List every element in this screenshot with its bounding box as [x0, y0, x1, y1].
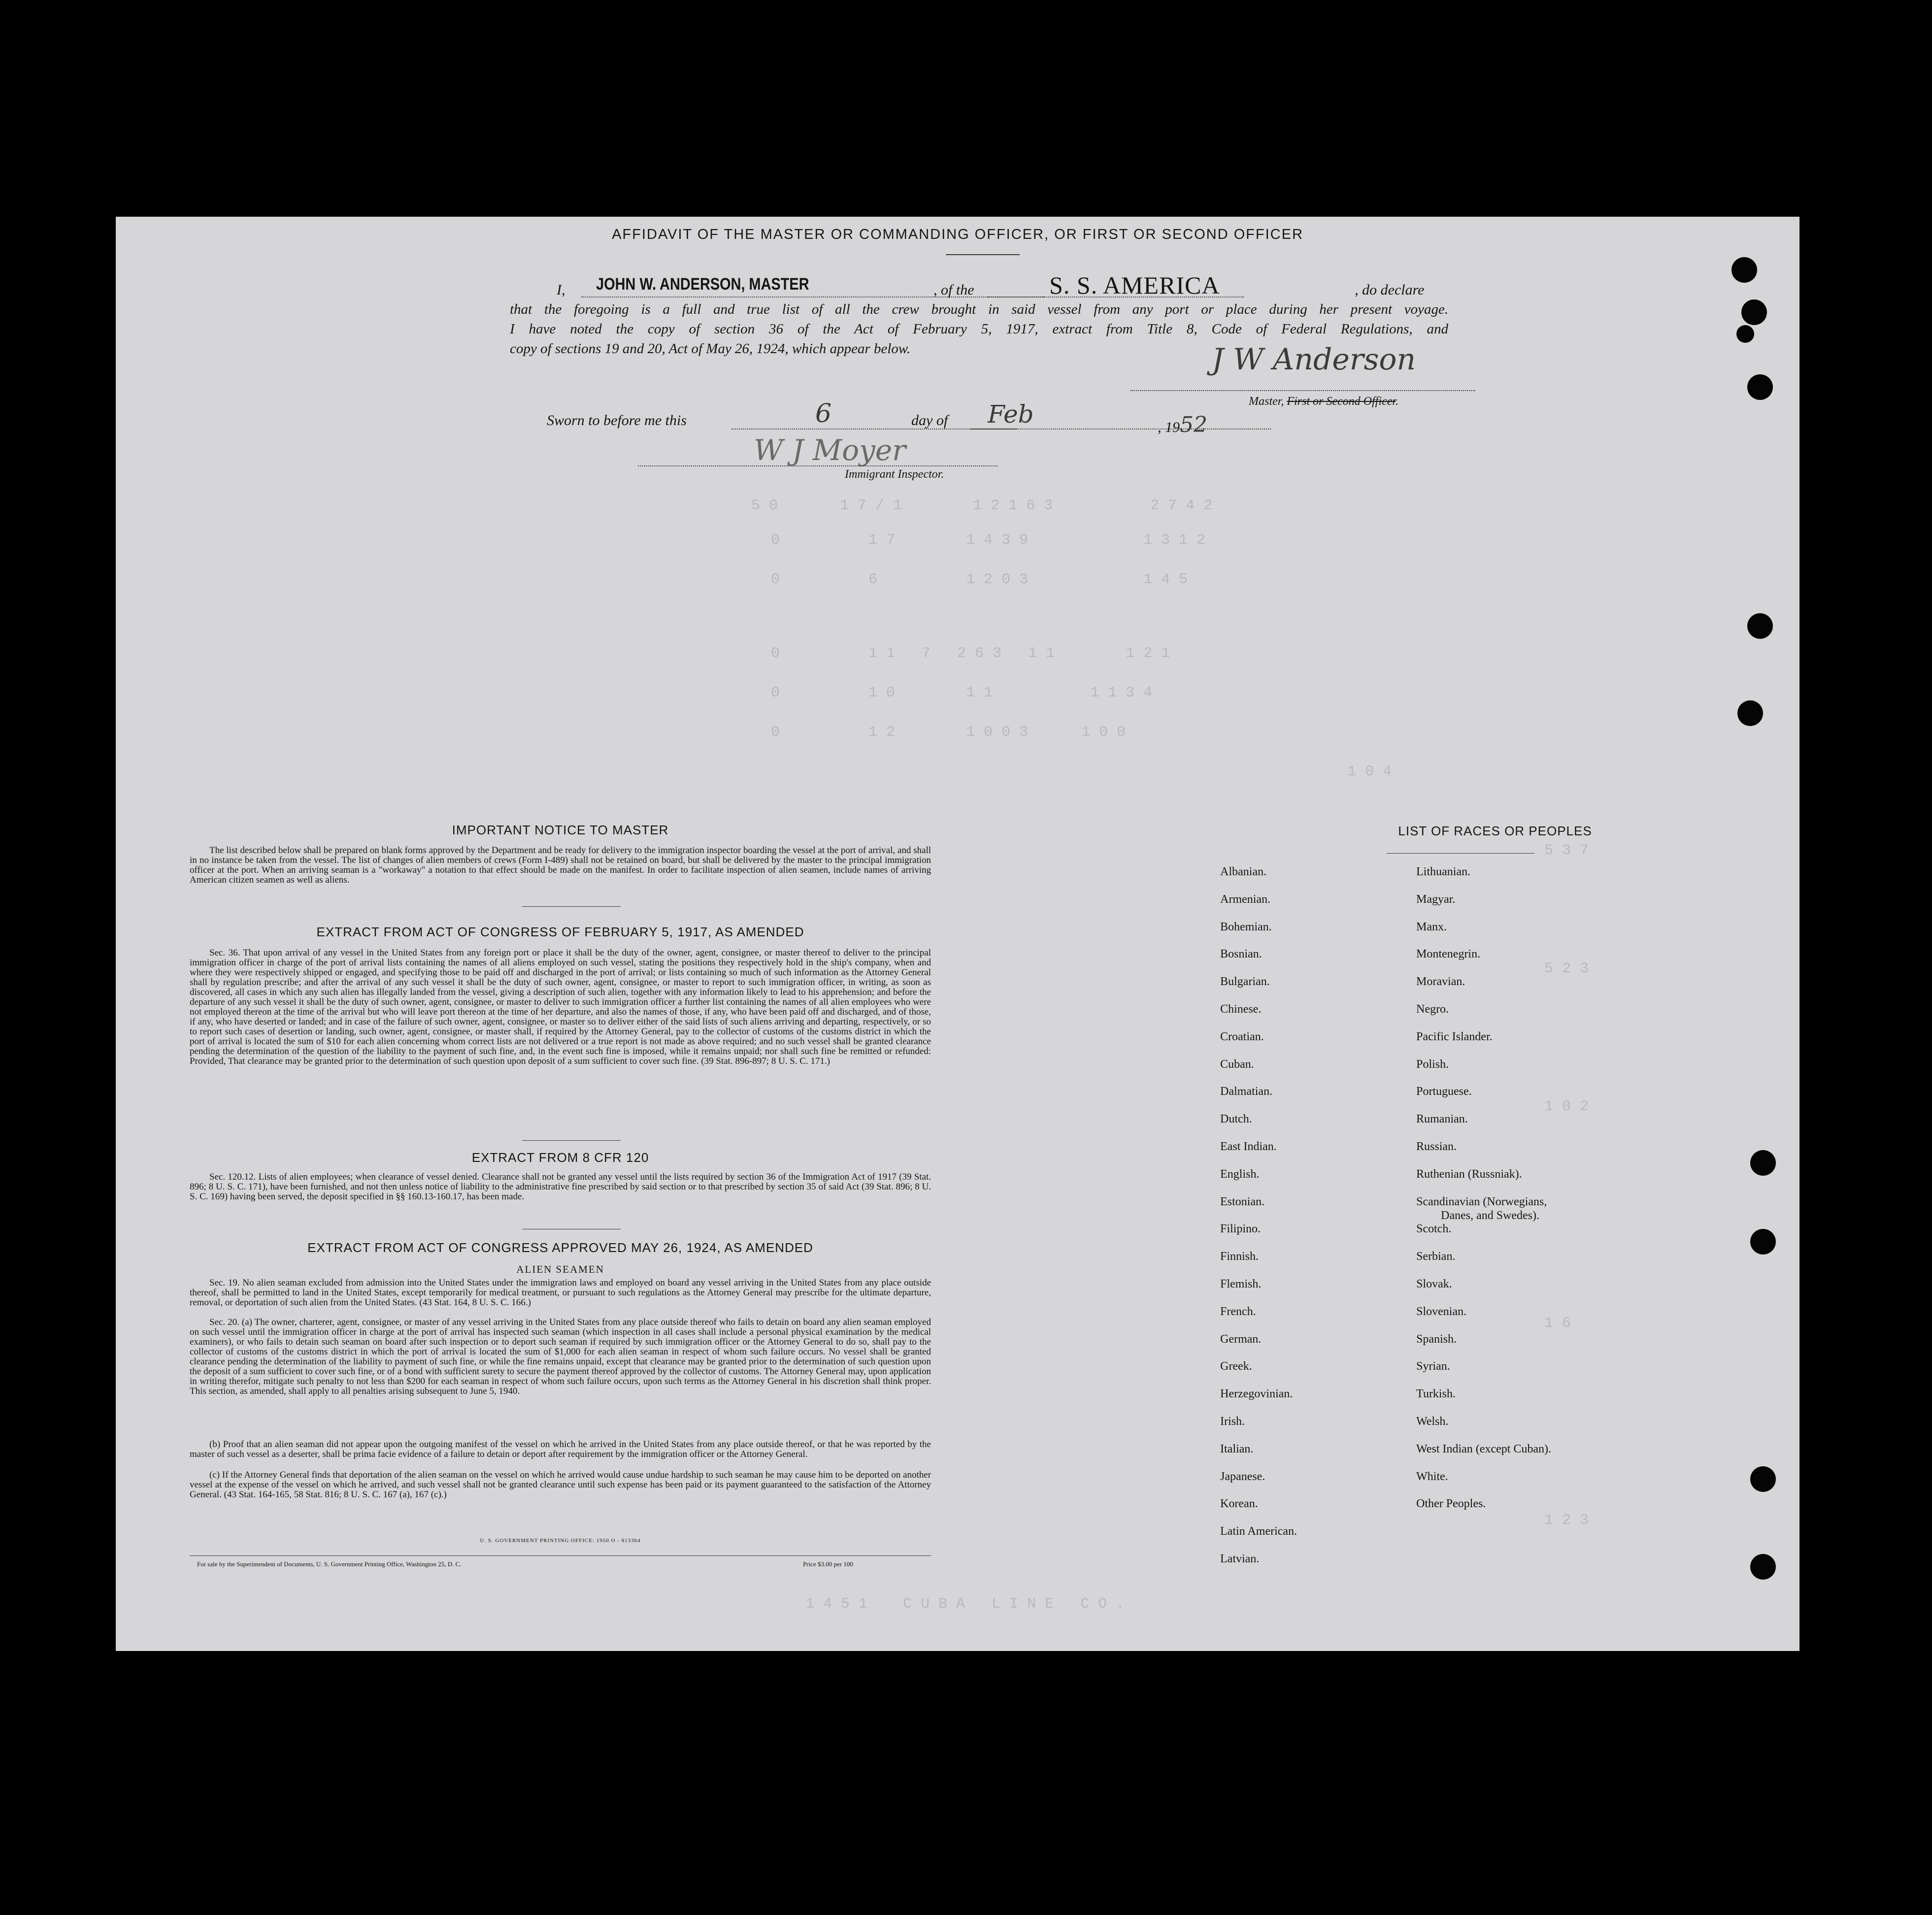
race-item: Herzegovinian. — [1220, 1387, 1293, 1400]
extract-1917-title: EXTRACT FROM ACT OF CONGRESS OF FEBRUARY 5, 1917, AS AMENDED — [316, 924, 804, 939]
extract-1924-title: EXTRACT FROM ACT OF CONGRESS APPROVED MAY 26, 1924, AS AMENDED — [307, 1240, 813, 1255]
race-item: Latvian. — [1220, 1552, 1260, 1565]
race-item: Magyar. — [1416, 893, 1456, 906]
divider — [522, 1140, 621, 1141]
race-item: Montenegrin. — [1416, 948, 1480, 960]
punch-hole — [1732, 257, 1757, 283]
signer-title-suffix: . — [1395, 395, 1399, 408]
punch-hole — [1741, 299, 1767, 325]
divider — [522, 906, 621, 907]
do-declare-label: , do declare — [1355, 282, 1425, 298]
race-item: Pacific Islander. — [1416, 1030, 1493, 1043]
year-prefix: , 19 — [1158, 419, 1180, 435]
notice-text: The list described below shall be prepared on blank forms approved by the Department and be ready for delivery to the immigration inspector boarding the vessel at the port of arrival, and shall in no instance be taken from the vessel. The list of changes of alien members of crews (Form I-489) shall not be retained on board, but shall be delivered by the master to the principal immigration officer at the port. When an arriving seaman is a "workaway" a notation to that effect should be made on the manifest. In order to facilitate inspection of alien seamen, include names of arriving American citizen seamen as well as aliens. — [190, 845, 931, 885]
race-item: Scandinavian (Norwegians, — [1416, 1195, 1547, 1208]
race-item: Italian. — [1220, 1443, 1254, 1455]
race-item: Croatian. — [1220, 1030, 1264, 1043]
race-item: Dalmatian. — [1220, 1085, 1272, 1098]
race-item: Serbian. — [1416, 1250, 1456, 1263]
extract-1924-sec20b: (b) Proof that an alien seaman did not appear upon the outgoing manifest of the vessel on which he arrived in the United States from any place outside thereof, or that he was reported by the master of such vessel as a deserter, shall be prima facie evidence of a failure to detain or deport after requirement by the immigration officer or the Attorney General. — [190, 1439, 931, 1459]
race-item: Lithuanian. — [1416, 865, 1470, 878]
race-item: German. — [1220, 1333, 1262, 1346]
affidavit-body-line2: I have noted the copy of section 36 of the Act of February 5, 1917, extract from Title 8, Code of Federal Regulations, and — [510, 321, 1448, 337]
race-item: Turkish. — [1416, 1387, 1456, 1400]
extract-1924-subtitle: ALIEN SEAMEN — [516, 1263, 604, 1275]
race-item: Filipino. — [1220, 1222, 1261, 1235]
extract-1924-sec19: Sec. 19. No alien seaman excluded from admission into the United States under the immigration laws and employed on board any vessel arriving in the United States from any place outside thereof, shall be permitted to land in the United States, except temporarily for medical treatment, or pursuant to such regulations as the Attorney General may prescribe for the ultimate departure, removal, or deportation of such alien from the United States. (43 Stat. 164, 8 U. S. C. 166.) — [190, 1278, 931, 1308]
divider — [946, 254, 1020, 255]
race-item: Japanese. — [1220, 1470, 1266, 1483]
footer-rule — [190, 1555, 931, 1556]
day-of-label: day of — [911, 412, 948, 429]
inspector-signature: W J Moyer — [754, 433, 906, 467]
race-item: Scotch. — [1416, 1222, 1452, 1235]
race-item: Portuguese. — [1416, 1085, 1472, 1098]
extract-1917-text: Sec. 36. That upon arrival of any vessel in the United States from any foreign port or place it shall be the duty of the owner, agent, consignee, or master thereof to deliver to the principal immigration officer in charge of the port of arrival lists containing the names of all aliens employed on such vessel, stating the positions they respectively hold in the ship's company, when and where they were respectively shipped or engaged, and specifying those to be paid off and discharged in the port of arrival; or lists containing so much of such information as the Attorney General shall by regulation prescribe; and after the arrival of any such vessel it shall be the duty of such owner, agent, consignee, or master to report to such immigration officer, in writing, as soon as discovered, all cases in which any such alien has illegally landed from the vessel, giving a description of such alien, together with any information likely to lead to his apprehension; and before the departure of any such vessel it shall be the duty of such owner, agent, consignee, or master to deliver to such immigration officer a further list containing the names of all alien employees who were not employed thereon at the time of the arrival but who will leave port thereon at the time of her departure, and also the names of those, if any, who have been paid off and discharged, and of those, if any, who have deserted or landed; and in case of the failure of such owner, agent, consignee, or master so to deliver either of the said lists of such aliens arriving and departing, respectively, or so to report such cases of desertion or landing, such owner, agent, consignee, or master shall, if required by the Attorney General, pay to the collector of customs of the customs district in which the port of arrival is located the sum of $10 for each alien concerning whom correct lists are not delivered or a true report is not made as above required; and no such vessel shall be granted clearance pending the determination of the question of the liability to the payment of such fine, and, in the event such fine is imposed, while it remains unpaid; nor shall such fine be remitted or refunded: Provided, That clearance may be granted prior to the determination of such question upon deposit of a sum sufficient to cover such fine. (39 Stat. 896-897; 8 U. S. C. 171.) — [190, 948, 931, 1066]
signer-title-prefix: Master, — [1249, 395, 1287, 408]
of-the-label: , of the — [933, 282, 974, 298]
punch-hole — [1736, 325, 1754, 343]
extract-cfr-title: EXTRACT FROM 8 CFR 120 — [471, 1150, 649, 1165]
year-suffix: 52 — [1180, 412, 1207, 437]
race-item: Slovak. — [1416, 1278, 1452, 1290]
race-item: Bohemian. — [1220, 921, 1272, 933]
race-item: Syrian. — [1416, 1360, 1450, 1373]
for-sale-note: For sale by the Superintendent of Documents, U. S. Government Printing Office, Washington 25, D. C. — [197, 1560, 462, 1568]
race-item: Albanian. — [1220, 865, 1266, 878]
race-item: English. — [1220, 1168, 1260, 1181]
extract-cfr-text: Sec. 120.12. Lists of alien employees; when clearance of vessel denied. Clearance shall not be granted any vessel until the lists required by section 36 of the Immigration Act of 1917 (39 Stat. 896; 8 U. S. C. 171), have been furnished, and not then unless notice of liability to the administrative fine prescribed by said section or to that prescribed by section 35 of said Act (39 Stat. 896; 8 U. S. C. 169) having been served, the deposit specified in §§ 160.13-160.17, has been made. — [190, 1172, 931, 1202]
race-item: Moravian. — [1416, 975, 1466, 988]
signature-line — [1131, 390, 1475, 391]
punch-hole — [1750, 1554, 1776, 1580]
sworn-label: Sworn to before me this — [547, 412, 687, 429]
punch-hole — [1750, 1150, 1776, 1176]
race-item: French. — [1220, 1305, 1256, 1318]
i-label: I, — [557, 282, 566, 298]
race-item: Korean. — [1220, 1497, 1258, 1510]
inspector-line — [638, 465, 998, 466]
race-item: Irish. — [1220, 1415, 1245, 1428]
race-item: Chinese. — [1220, 1003, 1262, 1016]
race-item: Latin American. — [1220, 1525, 1297, 1538]
race-item: West Indian (except Cuban). — [1416, 1443, 1551, 1455]
divider — [1387, 853, 1534, 854]
price-note: Price $3.00 per 100 — [803, 1560, 853, 1568]
punch-hole — [1750, 1229, 1776, 1255]
sworn-day: 6 — [815, 399, 832, 429]
race-item: Bulgarian. — [1220, 975, 1270, 988]
inspector-label: Immigrant Inspector. — [845, 468, 944, 481]
race-item: East Indian. — [1220, 1140, 1277, 1153]
race-item: Negro. — [1416, 1003, 1449, 1016]
affidavit-body-line1: that the foregoing is a full and true list of all the crew brought in said vessel from any port or place during her present voyage. — [510, 301, 1448, 317]
race-item: Spanish. — [1416, 1333, 1457, 1346]
race-item: White. — [1416, 1470, 1448, 1483]
signer-title-struck: First or Second Officer — [1287, 395, 1396, 408]
extract-1924-sec20a: Sec. 20. (a) The owner, charterer, agent, consignee, or master of any vessel arriving in the United States from any place outside thereof who fails to detain on board any alien seaman employed on such vessel until the immigration officer in charge at the port of arrival has inspected such seaman (which inspection in all cases shall include a personal physical examination by the medical examiners), or who fails to detain such seaman on board after such inspection or to deport such seaman if required by such immigration officer or the Attorney General to do so, shall pay to the collector of customs of the customs district in which the port of arrival is located the sum of $1,000 for each alien seaman in respect of whom such failure occurs. No vessel shall be granted clearance pending the determination of the liability to payment of such fine, or while the fine remains unpaid, except that clearance may be granted prior to the determination of such question upon the deposit of a sum sufficient to cover such fine, or of a bond with sufficient surety to secure the payment thereof approved by the collector of customs. The Attorney General may, upon application in writing therefor, mitigate such penalty to not less than $200 for each seaman in respect of whom such failure occurs, upon such terms as the Attorney General in his discretion shall think proper. This section, as amended, shall apply to all penalties arising subsequent to June 5, 1940. — [190, 1317, 931, 1396]
master-signature: J W Anderson — [1212, 342, 1416, 377]
extract-1924-sec20c: (c) If the Attorney General finds that deportation of the alien seaman on the vessel on which he arrived would cause undue hardship to such seaman he may cause him to be deported on another vessel at the expense of the vessel on which he arrived, and such vessel shall not be granted clearance until such expense has been paid or its payment guaranteed to the satisfaction of the Attorney General. (43 Stat. 164-165, 58 Stat. 816; 8 U. S. C. 167 (a), 167 (c).) — [190, 1470, 931, 1500]
vessel-name: S. S. AMERICA — [1049, 271, 1220, 299]
race-item: Estonian. — [1220, 1195, 1265, 1208]
document-page: 5 0 1 7 / 1 1 2 1 6 3 2 7 4 2 0 1 7 1 4 3 9 1 3 1 2 0 6 1 2 0 3 1 4 5 0 1 1 7 2 6 3 1 1 1 2 1 0 1 0 1 1 1 1 3 4 0 1 2 1 0 0 3 1 0 0 1 0 4 5 3 7 5 2 3 1 0 2 1 6 1 2 3 1 4 5 1 C U B A L I N E C O . AFFIDAVIT OF THE MASTER OR COMMANDING OFFICER, OR FIRST OR SECOND OFFICER I, JOHN W. ANDERSON, MASTER , of the S. S. AMERICA , do declare that the foregoing is a full and true list of all the crew brought in said vessel from any port or place during her present voyage. I have noted the copy of section 36 of the Act of February 5, 1917, extract from Title 8, Code of Federal Regulations, and copy of sections 19 and 20, Act of May 26, 1924, which appear below. J W Anderson Master, First or Second Officer. Sworn to before me this 6 day of Feb , 1952 W J Moyer Immigrant Inspector. IMPORTANT NOTICE TO MASTER The list described below shall be prepared on blank forms approved by the Department and be ready for delivery to the immigration inspector boarding the vessel at the port of arrival, and shall in no instance be taken from the vessel. The list of changes of alien members of crews (Form I-489) shall not be retained on board, but shall be delivered by the master to the principal immigration officer at the port. When an arriving seaman is a "workaway" a notation to that effect should be made on the manifest. In order to facilitate inspection of alien seamen, include names of arriving American citizen seamen as well as aliens. EXTRACT FROM ACT OF CONGRESS OF FEBRUARY 5, 1917, AS AMENDED Sec. 36. That upon arrival of any vessel in the United States from any foreign port or place it shall be the duty of the owner, agent, consignee, or master thereof to deliver to the principal immigration officer in charge of the port of arrival lists containing the names of all aliens employed on such vessel, stating the positions they respectively hold in the ship's company, when and where they were respectively shipped or engaged, and specifying those to be paid off and discharged in the port of arrival; or lists containing so much of such information as the Attorney General shall by regulation prescribe; and after the arrival of any such vessel it shall be the duty of such owner, agent, consignee, or master to report to such immigration officer, in writing, as soon as discovered, all cases in which any such alien has illegally landed from the vessel, giving a description of such alien, together with any information likely to lead to his apprehension; and before the departure of any such vessel it shall be the duty of such owner, agent, consignee, or master to deliver to such immigration officer a further list containing the names of all alien employees who were not employed thereon at the time of the arrival but who will leave port thereon at the time of her departure, and also the names of those, if any, who have been paid off and discharged, and of those, if any, who have deserted or landed; and in case of the failure of such owner, agent, consignee, or master so to deliver either of the said lists of such aliens arriving and departing, respectively, or so to report such cases of desertion or landing, such owner, agent, consignee, or master shall, if required by the Attorney General, pay to the collector of customs of the customs district in which the port of arrival is located the sum of $10 for each alien concerning whom correct lists are not delivered or a true report is not made as above required; and no such vessel shall be granted clearance pending the determination of the question of the liability to the payment of such fine, and, in the event such fine is imposed, while it remains unpaid; nor shall such fine be remitted or refunded: Provided, That clearance may be granted prior to the determination of such question upon deposit of a sum sufficient to cover such fine. (39 Stat. 896-897; 8 U. S. C. 171.) EXTRACT FROM 8 CFR 120 Sec. 120.12. Lists of alien employees; when clearance of vessel denied. Clearance shall not be granted any vessel until the lists required by section 36 of the Immigration Act of 1917 (39 Stat. 896; 8 U. S. C. 171), have been furnished, and not then unless notice of liability to the administrative fine prescribed by said section or to that prescribed by section 35 of said Act (39 Stat. 896; 8 U. S. C. 169) having been served, the deposit specified in §§ 160.13-160.17, has been made. EXTRACT FROM ACT OF CONGRESS APPROVED MAY 26, 1924, AS AMENDED ALIEN SEAMEN Sec. 19. No alien seaman excluded from admission into the United States under the immigration laws and employed on board any vessel arriving in the United States from any place outside thereof, shall be permitted to land in the United States, except temporarily for medical treatment, or pursuant to such regulations as the Attorney General may prescribe for the ultimate departure, removal, or deportation of such alien from the United States. (43 Stat. 164, 8 U. S. C. 166.) Sec. 20. (a) The owner, charterer, agent, consignee, or master of any vessel arriving in the United States from any place outside thereof who fails to detain on board any alien seaman employed on such vessel until the immigration officer in charge at the port of arrival has inspected such seaman (which inspection in all cases shall include a personal physical examination by the medical examiners), or who fails to detain such seaman on board after such inspection or to deport such seaman if required by such immigration officer or the Attorney General to do so, shall pay to the collector of customs of the customs district in which the port of arrival is located the sum of $1,000 for each alien seaman in respect of whom such failure occurs. No vessel shall be granted clearance pending the determination of the liability to payment of such fine, or while the fine remains unpaid, except that clearance may be granted prior to the determination of such question upon the deposit of a sum sufficient to cover such fine, or of a bond with sufficient surety to secure the payment thereof approved by the collector of customs. The Attorney General may, upon application in writing therefor, mitigate such penalty to not less than $200 for each seaman in respect of whom such failure occurs, upon such terms as the Attorney General in his discretion shall think proper. This section, as amended, shall apply to all penalties arising subsequent to June 5, 1940. (b) Proof that an alien seaman did not appear upon the outgoing manifest of the vessel on which he arrived in the United States from any place outside thereof, or that he was reported by the master of such vessel as a deserter, shall be prima facie evidence of a failure to detain or deport after requirement by the immigration officer or the Attorney General. (c) If the Attorney General finds that deportation of the alien seaman on the vessel on which he arrived would cause undue hardship to such seaman he may cause him to be deported on another vessel at the expense of the vessel on which he arrived, and such vessel shall not be granted clearance until such expense has been paid or its payment guaranteed to the satisfaction of the Attorney General. (43 Stat. 164-165, 58 Stat. 816; 8 U. S. C. 167 (a), 167 (c).) U. S. GOVERNMENT PRINTING OFFICE: 1950 O - 813364 For sale by the Superintendent of Documents, U. S. Government Printing Office, Washington 25, D. C. Price $3.00 per 100 LIST OF RACES OR PEOPLES Albanian. Armenian. Bohemian. Bosnian. Bulgarian. Chinese. Croatian. Cuban. Dalmatian. Dutch. East Indian. English. Estonian. Filipino. Finnish. Flemish. French. German. Greek. Herzegovinian. Irish. Italian. Japanese. Korean. Latin American. Latvian. Lithuanian. Magyar. Manx. Montenegrin. Moravian. Negro. Pacific Islander. Polish. Portuguese. Rumanian. Russian. Ruthenian (Russniak). Scandinavian (Norwegians, Danes, and Swedes). Scotch. Serbian. Slovak. Slovenian. Spanish. Syrian. Turkish. Welsh. West Indian (except Cuban). White. Other Peoples. — [116, 217, 1799, 1651]
race-item: Armenian. — [1220, 893, 1270, 906]
race-item: Rumanian. — [1416, 1113, 1468, 1125]
sworn-month: Feb — [988, 400, 1034, 429]
race-item: Slovenian. — [1416, 1305, 1466, 1318]
punch-hole — [1737, 700, 1763, 726]
race-item: Dutch. — [1220, 1113, 1252, 1125]
punch-hole — [1750, 1466, 1776, 1492]
master-name: JOHN W. ANDERSON, MASTER — [596, 275, 809, 294]
printing-office: U. S. GOVERNMENT PRINTING OFFICE: 1950 O - 813364 — [480, 1538, 641, 1544]
year-label — [1158, 412, 1207, 437]
punch-hole — [1747, 613, 1773, 639]
race-item: Manx. — [1416, 921, 1447, 933]
affidavit-title: AFFIDAVIT OF THE MASTER OR COMMANDING OFFICER, OR FIRST OR SECOND OFFICER — [612, 227, 1303, 242]
race-item: Bosnian. — [1220, 948, 1262, 960]
race-item: Ruthenian (Russniak). — [1416, 1168, 1522, 1181]
races-title: LIST OF RACES OR PEOPLES — [1398, 824, 1592, 838]
race-item: Danes, and Swedes). — [1441, 1209, 1539, 1222]
race-item: Cuban. — [1220, 1058, 1254, 1071]
signer-title — [1249, 395, 1399, 408]
race-item: Polish. — [1416, 1058, 1449, 1071]
notice-title: IMPORTANT NOTICE TO MASTER — [452, 823, 669, 837]
race-item: Finnish. — [1220, 1250, 1259, 1263]
race-item: Greek. — [1220, 1360, 1252, 1373]
race-item: Flemish. — [1220, 1278, 1262, 1290]
punch-hole — [1747, 374, 1773, 400]
affidavit-body-line3: copy of sections 19 and 20, Act of May 26, 1924, which appear below. — [510, 341, 911, 357]
race-item: Welsh. — [1416, 1415, 1449, 1428]
race-item: Russian. — [1416, 1140, 1457, 1153]
race-item: Other Peoples. — [1416, 1497, 1486, 1510]
